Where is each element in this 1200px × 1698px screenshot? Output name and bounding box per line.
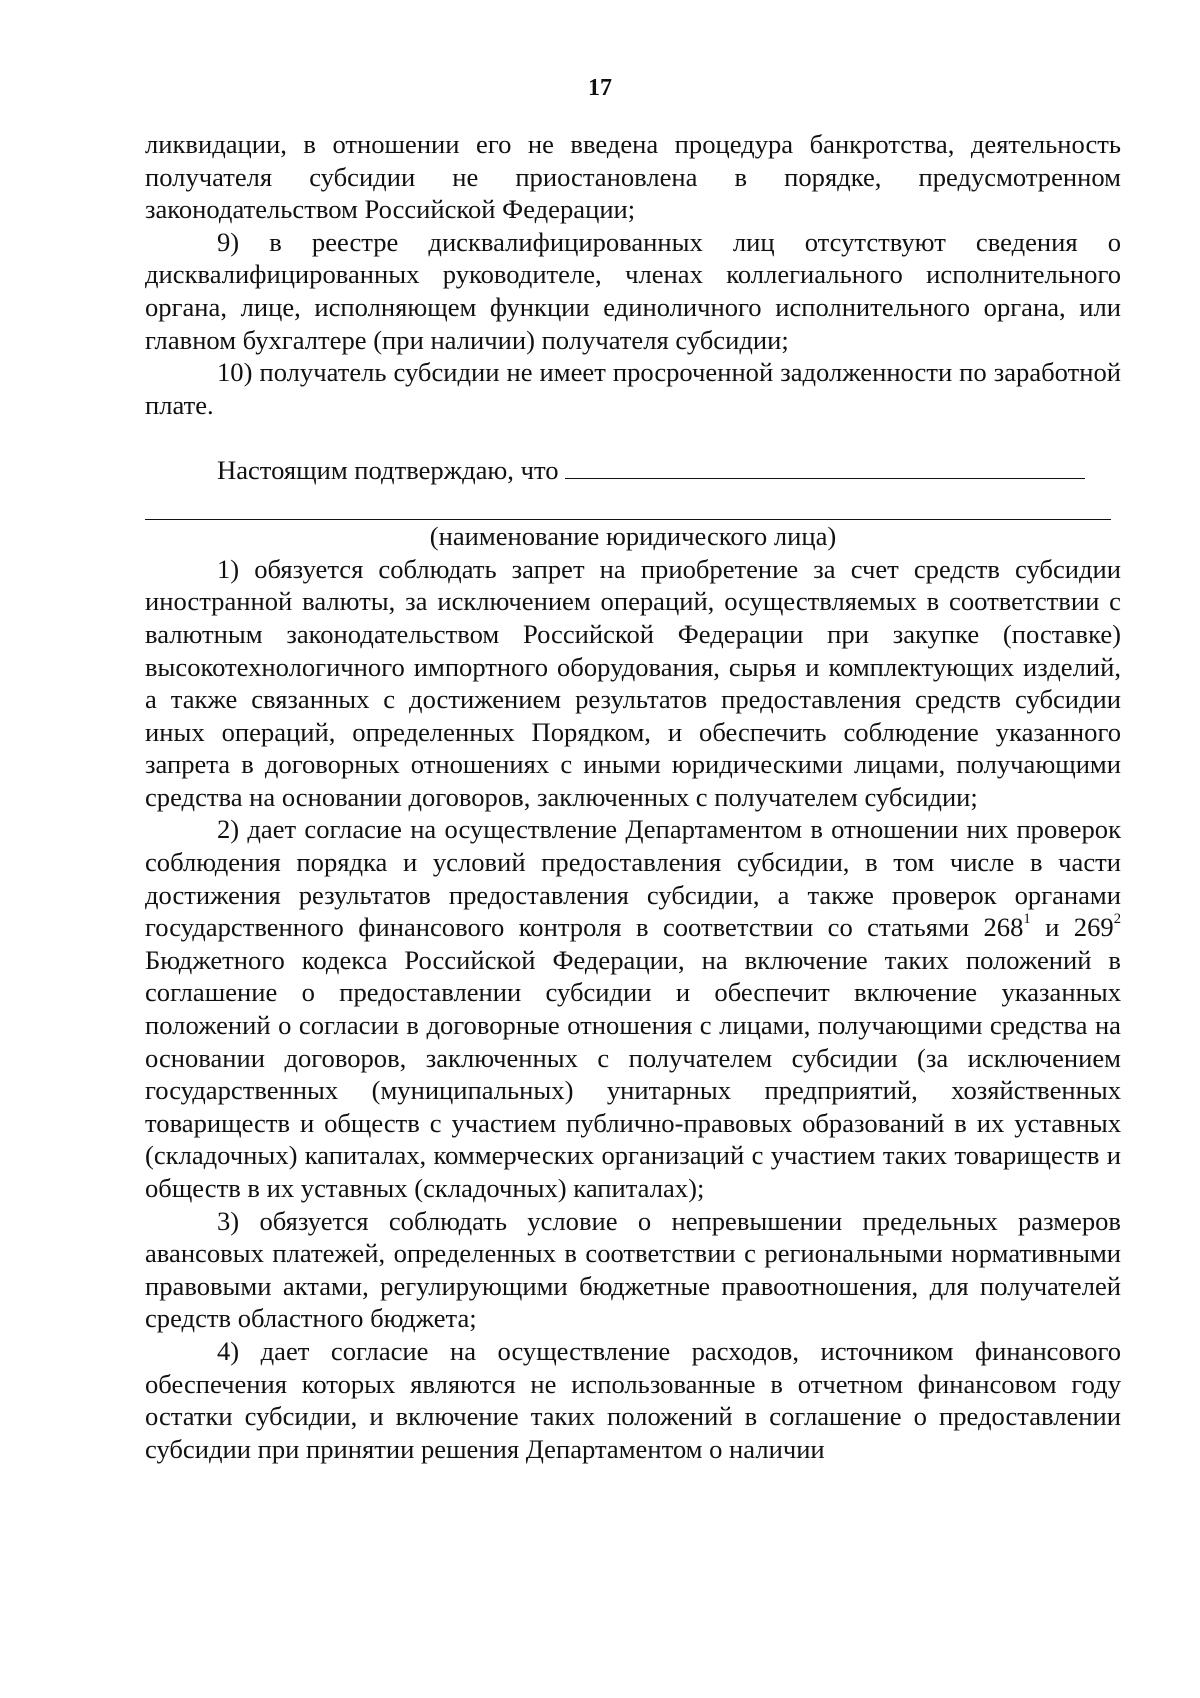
obligation-item-4: 4) дает согласие на осуществление расходов, источником финансового обеспечения которых являются не использованные в отчетном финансовом году остатки субсидии, и включение таких положений в соглашение о предоставлении субсидии при принятии решения Департаментом о наличии [145, 1335, 1121, 1464]
superscript-1: 1 [1023, 911, 1031, 928]
entity-name-caption: (наименование юридического лица) [429, 521, 837, 552]
obligation-item-1: 1) обязуется соблюдать запрет на приобретение за счет средств субсидии иностранной валюты, за исключением операций, осуществляемых в соответствии с валютным законодательством Российской Федерации при закупке (поставке) высокотехнологичного импортного оборудования, сырья и комплектующих изделий, а также связанных с достижением результатов предоставления средств субсидии иных операций, определенных Порядком, и обеспечить соблюдение указанного запрета в договорных отношениях с иными юридическими лицами, получающими средства на основании договоров, заключенных с получателем субсидии; [145, 553, 1121, 812]
obligation-item-2-part-a: 2) дает согласие на осуществление Департаментом в отношении них проверок соблюдения порядка и условий предоставления субсидии, в том числе в части достижения результатов предоставления субсидии, а также проверок органами государственного финансового контроля в соответствии со статьями 268 [145, 814, 1121, 943]
obligation-item-2 [145, 813, 1121, 1204]
entity-name-blank-short [565, 454, 1085, 479]
paragraph-item-9: 9) в реестре дисквалифицированных лиц отсутствуют сведения о дисквалифицированных руководителе, членах коллегиального исполнительного органа, лице, исполняющем функции единоличного исполнительного органа, или главном бухгалтере (при наличии) получателя субсидии; [145, 226, 1121, 355]
obligation-item-2-part-b: и 269 [1030, 912, 1114, 943]
paragraph-item-10: 10) получатель субсидии не имеет просроченной задолженности по заработной плате. [145, 357, 1121, 420]
entity-name-blank-full [145, 487, 1111, 521]
superscript-2: 2 [1113, 911, 1122, 928]
document-body [145, 128, 1121, 1465]
obligation-item-3: 3) обязуется соблюдать условие о непревышении предельных размеров авансовых платежей, определенных в соответствии с региональными нормативными правовыми актами, регулирующими бюджетные правоотношения, для получателей средств областного бюджета; [145, 1205, 1121, 1334]
confirmation-line [145, 454, 1121, 487]
page-number: 17 [588, 75, 612, 101]
paragraph-continuation: ликвидации, в отношении его не введена процедура банкротства, деятельность получателя субсидии не приостановлена в порядке, предусмотренном законодательством Российской Федерации; [145, 129, 1121, 225]
obligation-item-2-part-c: Бюджетного кодекса Российской Федерации, на включение таких положений в соглашение о предоставлении субсидии и обеспечит включение указанных положений о согласии в договорные отношения с лицами, получающими средства на основании договоров, заключенных с получателем субсидии (за исключением государственных (муниципальных) унитарных предприятий, хозяйственных товариществ и обществ с участием публично-правовых образований в их уставных (складочных) капиталах, коммерческих организаций с участием таких товариществ и обществ в их уставных (складочных) капиталах); [145, 944, 1121, 1203]
confirmation-lead: Настоящим подтверждаю, что [217, 454, 559, 485]
